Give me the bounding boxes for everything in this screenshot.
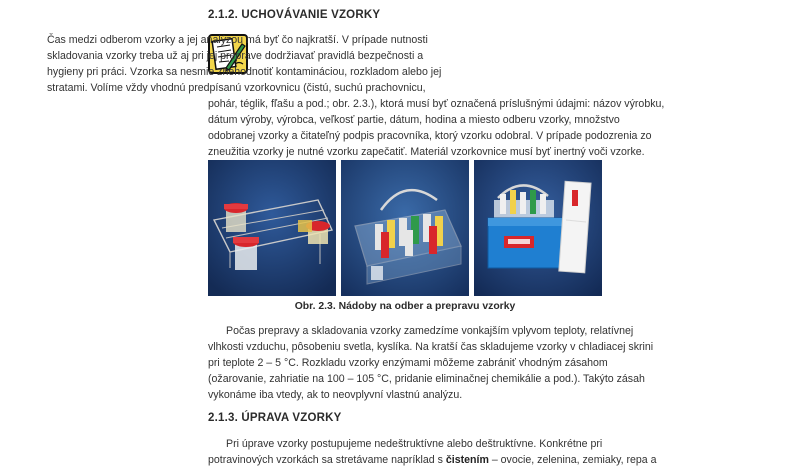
- paragraph-line: (ožarovanie, zahriatie na 100 – 105 °C, pridanie eliminačnej chemikálie a pod.). Takýto zásah: [208, 373, 645, 385]
- cooling-box-photo: [474, 160, 602, 296]
- paragraph-transport: [0, 323, 653, 403]
- figure-caption: Obr. 2.3. Nádoby na odber a prepravu vzorky: [294, 301, 516, 312]
- section-heading-uchovavanie: 2.1.2. UCHOVÁVANIE VZORKY: [208, 9, 381, 21]
- paragraph-line: hygieny pri práci. Vzorka sa nesmie znehodnotiť kontamináciou, rozkladom alebo jej: [47, 66, 442, 78]
- paragraph-line: vlhkosti vzduchu, pôsobeniu svetla, kyslíka. Na kratší čas skladujeme vzorky v chladiacej skrini: [208, 341, 654, 353]
- paragraph-line: pohár, téglik, fľašu a pod.; obr. 2.3.), ktorá musí byť označená príslušnými údajmi: názov výrobku,: [208, 98, 665, 110]
- sample-cups-rack-photo: [208, 160, 336, 296]
- paragraph-line: vykonáme iba vtedy, ak to neovplyvní vlastnú analýzu.: [208, 389, 463, 401]
- paragraph-line: Pri úprave vzorky postupujeme nedeštruktívne alebo deštruktívne. Konkrétne pri: [226, 438, 603, 450]
- paragraph-line: pri teplote 2 – 5 °C. Rozkladu vzorky enzýmami môžeme zabrániť vhodným zásahom: [208, 357, 608, 369]
- text-run: potravinových vzorkách sa stretávame napríklad s: [208, 454, 446, 466]
- paragraph-line: zneužitia vzorky je nutné vzorku zapečatiť. Materiál vzorkovnice musí byť inertný voči vzorke.: [208, 146, 645, 158]
- paragraph-line: stratami. Volíme vždy vhodnú predpísanú vzorkovnicu (čistú, suchú prachovnicu,: [47, 82, 426, 94]
- paragraph-preparation: [0, 436, 657, 468]
- paragraph-line: odobranej vzorky a čitateľný podpis pracovníka, ktorý vzorku odobral. V prípade podozrenia zo: [208, 130, 652, 142]
- paragraph-storage: [0, 32, 664, 160]
- transport-basket-photo: [341, 160, 469, 296]
- bold-term-cistenim: čistením: [445, 454, 489, 466]
- text-run: – ovocie, zelenina, zemiaky, repa a: [488, 454, 657, 466]
- paragraph-line: [208, 452, 657, 468]
- paragraph-line: dátum výroby, výrobca, veľkosť partie, dátum, hodina a miesto odberu vzorky, množstvo: [208, 114, 620, 126]
- section-heading-uprava: 2.1.3. ÚPRAVA VZORKY: [208, 412, 342, 424]
- paragraph-line: Počas prepravy a skladovania vzorky zamedzíme vonkajším vplyvom teploty, relatívnej: [226, 325, 634, 337]
- paragraph-line: skladovania vzorky treba už aj pri jej preprave dodržiavať pravidlá bezpečnosti a: [47, 50, 424, 62]
- paragraph-line: Čas medzi odberom vzorky a jej analýzou má byť čo najkratší. V prípade nutnosti: [47, 34, 428, 46]
